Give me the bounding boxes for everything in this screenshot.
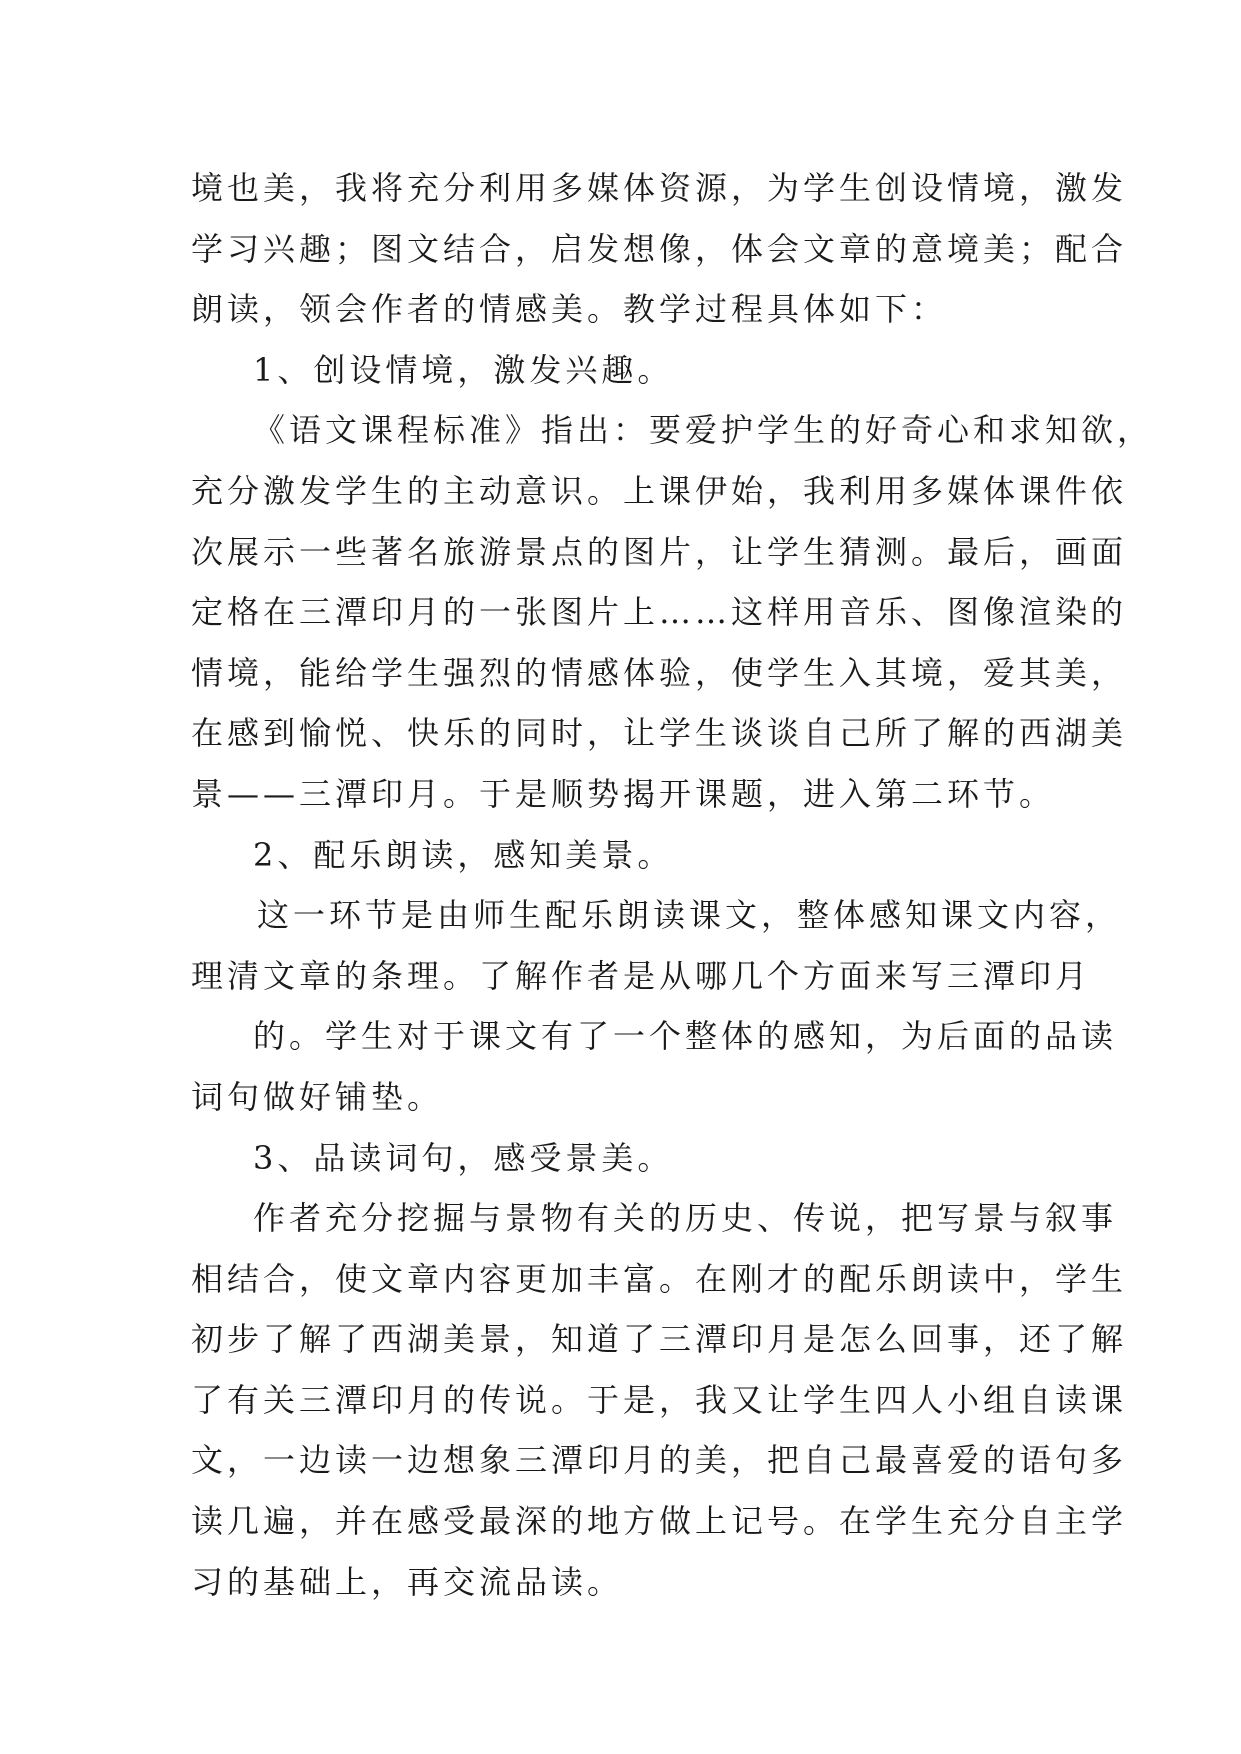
section-heading-1: 1、创设情境，激发兴趣。 [253, 350, 674, 389]
section-heading-2: 2、配乐朗读，感知美景。 [253, 835, 674, 874]
text-line: 的。学生对于课文有了一个整体的感知，为后面的品读 [253, 1017, 1118, 1056]
text-line: 了有关三潭印月的传说。于是，我又让学生四人小组自读课 [191, 1380, 1128, 1419]
text-line: 作者充分挖掘与景物有关的历史、传说，把写景与叙事 [253, 1199, 1118, 1238]
text-line: 境也美，我将充分利用多媒体资源，为学生创设情境，激发 [191, 169, 1128, 207]
text-line: 朗读，领会作者的情感美。教学过程具体如下： [191, 290, 948, 329]
text-line: 相结合，使文章内容更加丰富。在刚才的配乐朗读中，学生 [191, 1259, 1128, 1298]
text-line: 文，一边读一边想象三潭印月的美，把自己最喜爱的语句多 [191, 1441, 1128, 1480]
text-line: 充分激发学生的主动意识。上课伊始，我利用多媒体课件依 [191, 471, 1128, 510]
text-line: 在感到愉悦、快乐的同时，让学生谈谈自己所了解的西湖美 [191, 714, 1128, 753]
text-line: 习的基础上，再交流品读。 [191, 1562, 624, 1601]
text-line: 《语文课程标准》指出：要爱护学生的好奇心和求知欲， [253, 411, 1154, 450]
text-line: 这一环节是由师生配乐朗读课文，整体感知课文内容， [257, 896, 1122, 935]
text-line: 理清文章的条理。了解作者是从哪几个方面来写三潭印月 [191, 956, 1092, 995]
text-line: 情境，能给学生强烈的情感体验，使学生入其境，爱其美， [191, 653, 1128, 692]
text-line: 学习兴趣；图文结合，启发想像，体会文章的意境美；配合 [191, 229, 1128, 268]
text-line: 定格在三潭印月的一张图片上……这样用音乐、图像渲染的 [191, 593, 1128, 632]
body-text [191, 158, 1154, 1612]
text-line: 次展示一些著名旅游景点的图片，让学生猜测。最后，画面 [191, 532, 1128, 571]
text-line: 初步了解了西湖美景，知道了三潭印月是怎么回事，还了解 [191, 1320, 1128, 1359]
text-line: 词句做好铺垫。 [191, 1077, 444, 1116]
text-line: 景——三潭印月。于是顺势揭开课题，进入第二环节。 [191, 774, 1056, 813]
text-line: 读几遍，并在感受最深的地方做上记号。在学生充分自主学 [191, 1502, 1128, 1541]
section-heading-3: 3、品读词句，感受景美。 [253, 1138, 674, 1177]
